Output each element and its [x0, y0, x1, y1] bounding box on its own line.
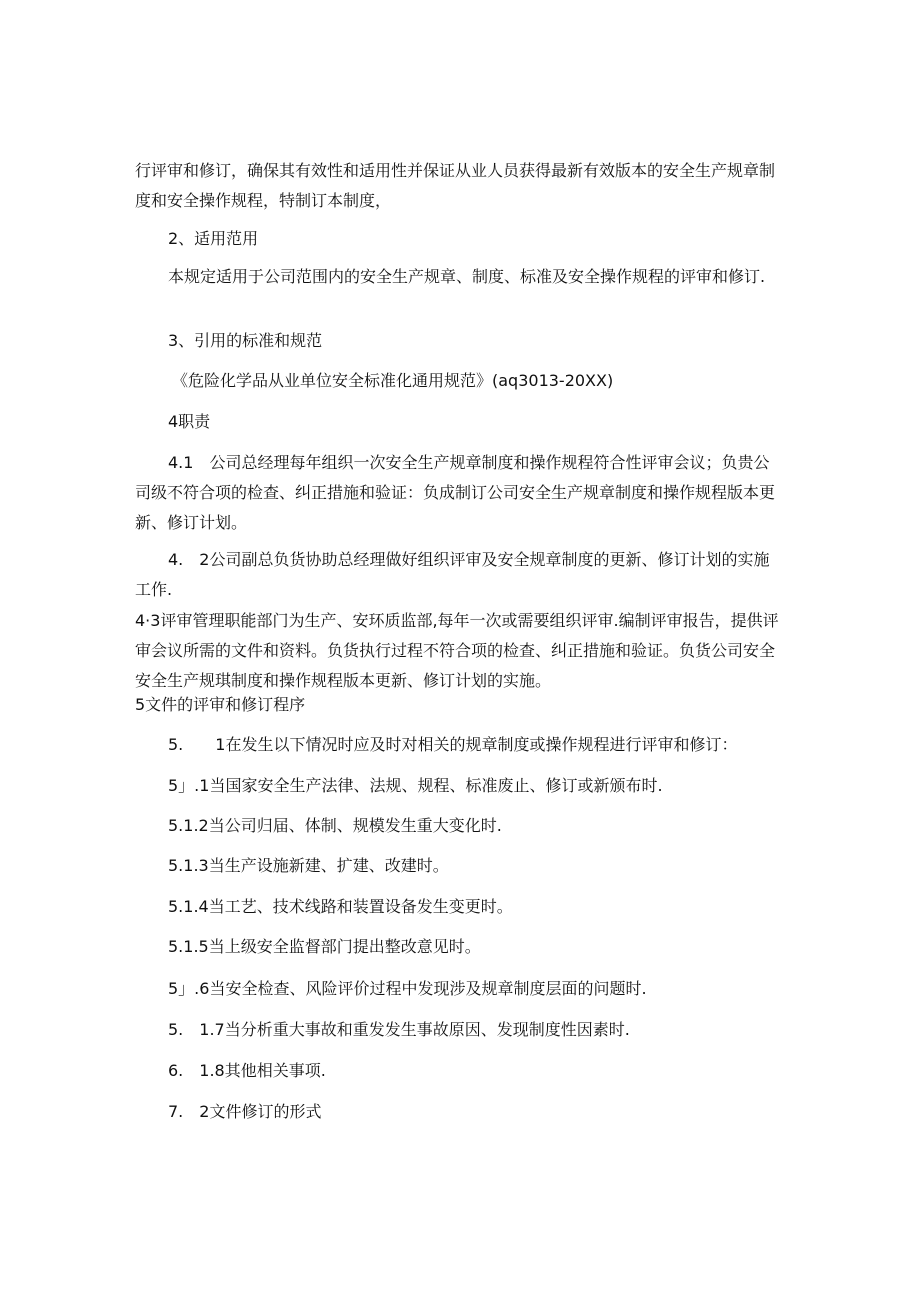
- clause-5-1-7: 5. 1.7当分析重大事故和重发发生事故原因、发现制度性因素时.: [168, 1020, 630, 1039]
- clause-4-2: 4. 2公司副总负货协助总经理做好组织评审及安全规章制度的更新、修订计划的实施工作.: [135, 550, 770, 599]
- clause-5-1-1: 5」.1当国家安全生产法律、法规、规程、标准废止、修订或新颁布时.: [168, 776, 663, 795]
- clause-5-1-2: 5.1.2当公司归届、体制、规模发生重大变化时.: [168, 816, 502, 835]
- clause-5-1-4: 5.1.4当工艺、技术线路和装置设备发生变更时。: [168, 897, 513, 916]
- clause-5-1-5: 5.1.5当上级安全监督部门提出整改意见时。: [168, 937, 481, 956]
- section-2-body: 本规定适用于公司范围内的安全生产规章、制度、标准及安全操作规程的评审和修订.: [168, 267, 766, 286]
- section-3-heading: 3、引用的标准和规范: [168, 331, 323, 350]
- section-7-heading: 7. 2文件修订的形式: [168, 1102, 322, 1121]
- clause-5-1-3: 5.1.3当生产设施新建、扩建、改建时。: [168, 856, 449, 875]
- section-2-heading: 2、适用范用: [168, 229, 259, 248]
- intro-paragraph: 行评审和修订，确保其有效性和适用性并保证从业人员获得最新有效版本的安全生产规章制度和安全操作规程，特制订本制度，: [135, 161, 776, 210]
- clause-4-3: 4·3评审管理职能部门为生产、安环质监部,每年一次或需要组织评审.编制评审报告，提供评审会议所需的文件和资料。负货执行过程不符合项的检查、纠正措施和验证。负货公司安全安全生产规琪制度和操作规程版本更新、修订计划的实施。: [135, 611, 779, 690]
- section-3-reference: 《危险化学品从业单位安全标准化通用规范》(aq3013-20XX): [172, 371, 614, 390]
- clause-5-1-6: 5」.6当安全检查、风险评价过程中发现涉及规章制度层面的问题时.: [168, 979, 647, 998]
- section-4-heading: 4职责: [168, 412, 211, 431]
- clause-4-1: 4.1 公司总经理每年组织一次安全生产规章制度和操作规程符合性评审会议；负贵公司级不符合项的检查、纠正措施和验证：负成制订公司安全生产规章制度和操作规程版本更新、修订计划。: [135, 453, 776, 532]
- clause-5-1: 5. 1在发生以下情况时应及时对相关的规章制度或操作规程进行评审和修订：: [168, 735, 738, 754]
- section-5-heading: 5文件的评审和修订程序: [135, 695, 306, 714]
- clause-5-1-8: 6. 1.8其他相关事项.: [168, 1061, 326, 1080]
